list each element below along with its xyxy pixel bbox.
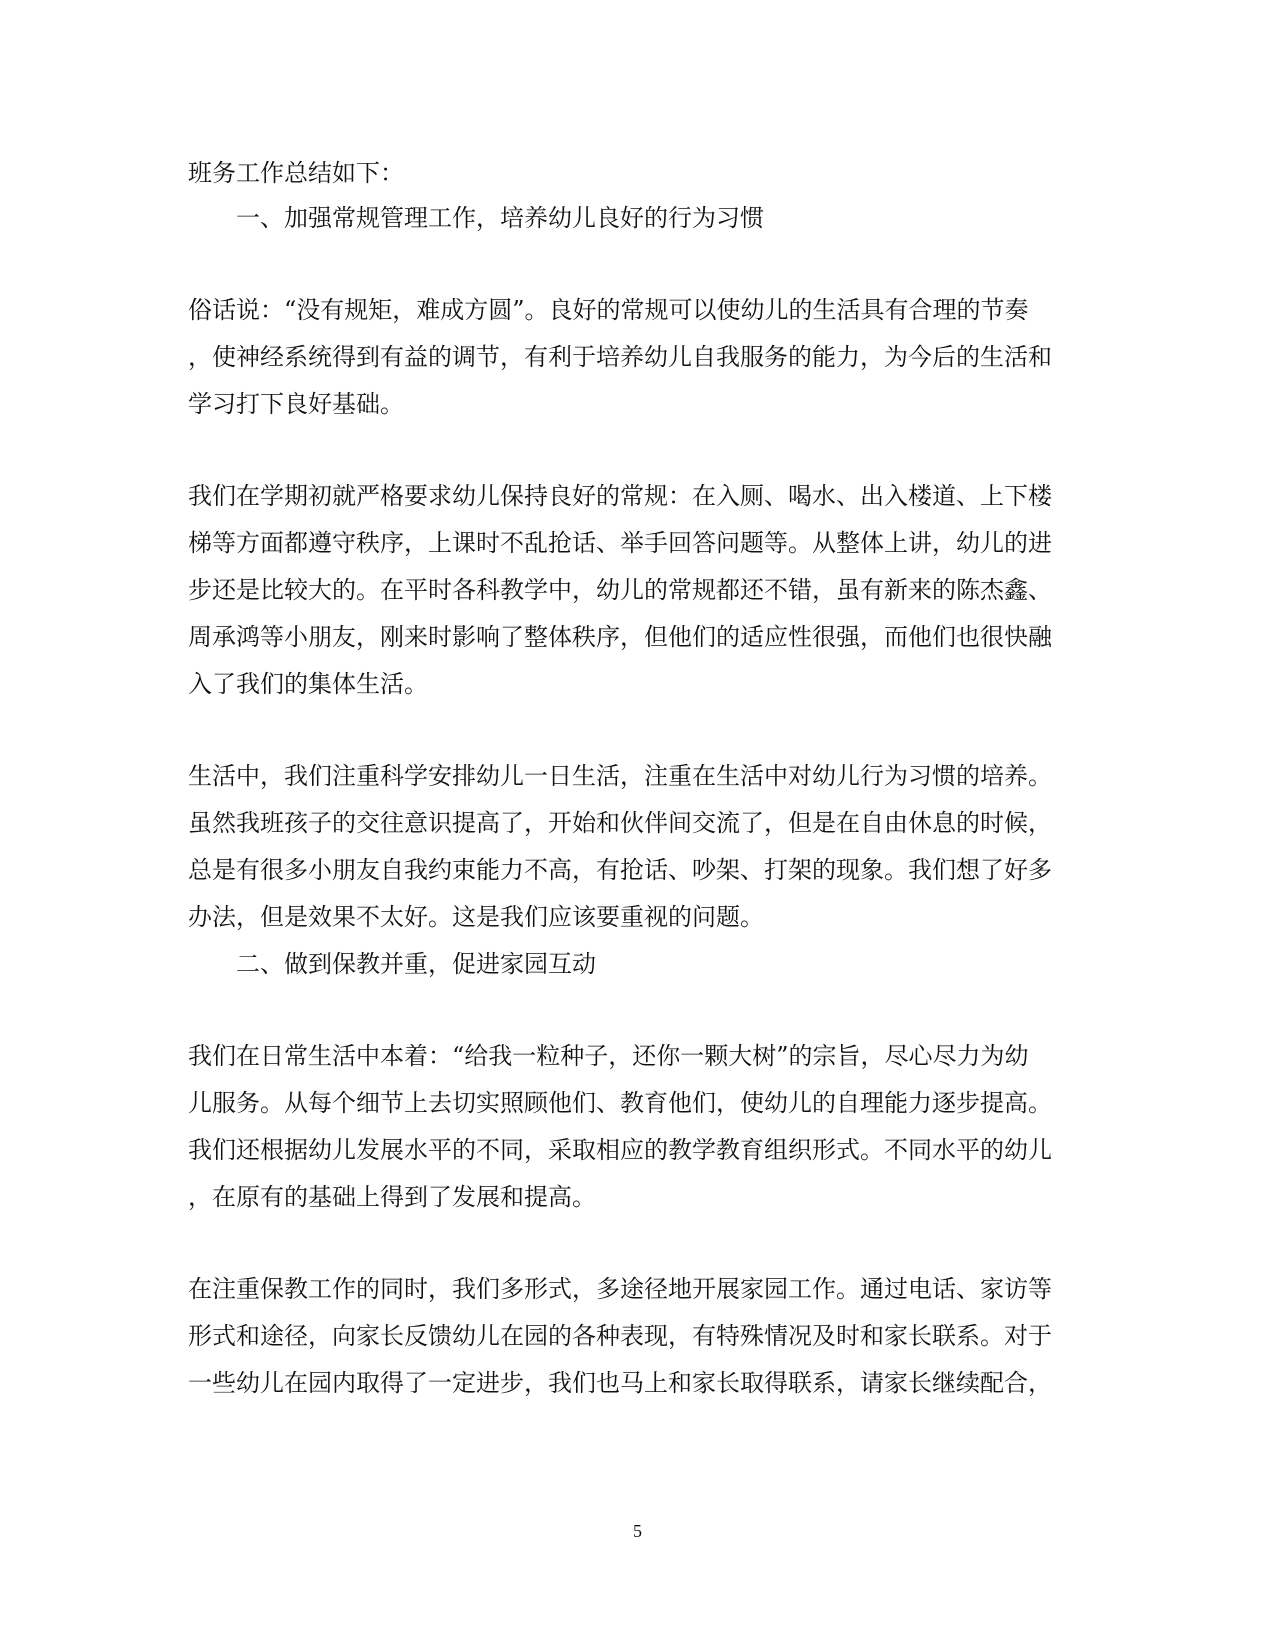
text-line: ，使神经系统得到有益的调节，有利于培养幼儿自我服务的能力，为今后的生活和: [188, 343, 1052, 371]
text-line: 在注重保教工作的同时，我们多形式，多途径地开展家园工作。通过电话、家访等: [188, 1275, 1052, 1303]
text-line: 周承鸿等小朋友，刚来时影响了整体秩序，但他们的适应性很强，而他们也很快融: [188, 623, 1052, 651]
text-line: 步还是比较大的。在平时各科教学中，幼儿的常规都还不错，虽有新来的陈杰鑫、: [188, 576, 1052, 604]
text-line: 学习打下良好基础。: [188, 390, 404, 418]
page-number: 5: [633, 1521, 642, 1541]
text-line: 班务工作总结如下：: [188, 159, 404, 187]
text-line: 我们在日常生活中本着：“给我一粒种子，还你一颗大树”的宗旨，尽心尽力为幼: [188, 1042, 1029, 1070]
text-line: 形式和途径，向家长反馈幼儿在园的各种表现，有特殊情况及时和家长联系。对于: [188, 1322, 1052, 1350]
text-line: 一些幼儿在园内取得了一定进步，我们也马上和家长取得联系，请家长继续配合，: [188, 1369, 1052, 1397]
text-line: 我们在学期初就严格要求幼儿保持良好的常规：在入厕、喝水、出入楼道、上下楼: [188, 482, 1052, 510]
text-line: 儿服务。从每个细节上去切实照顾他们、教育他们，使幼儿的自理能力逐步提高。: [188, 1089, 1052, 1117]
text-line: 办法，但是效果不太好。这是我们应该要重视的问题。: [188, 903, 764, 931]
text-line: 生活中，我们注重科学安排幼儿一日生活，注重在生活中对幼儿行为习惯的培养。: [188, 762, 1052, 790]
section-heading: 二、做到保教并重，促进家园互动: [236, 950, 596, 978]
text-line: 入了我们的集体生活。: [188, 670, 428, 698]
text-line: 俗话说：“没有规矩，难成方圆”。良好的常规可以使幼儿的生活具有合理的节奏: [188, 296, 1029, 324]
text-line: 总是有很多小朋友自我约束能力不高，有抢话、吵架、打架的现象。我们想了好多: [188, 856, 1052, 884]
text-line: ，在原有的基础上得到了发展和提高。: [188, 1183, 596, 1211]
section-heading: 一、加强常规管理工作，培养幼儿良好的行为习惯: [236, 204, 764, 232]
text-line: 我们还根据幼儿发展水平的不同，采取相应的教学教育组织形式。不同水平的幼儿: [188, 1136, 1052, 1164]
text-line: 虽然我班孩子的交往意识提高了，开始和伙伴间交流了，但是在自由休息的时候，: [188, 809, 1052, 837]
text-line: 梯等方面都遵守秩序，上课时不乱抢话、举手回答问题等。从整体上讲，幼儿的进: [188, 529, 1052, 557]
